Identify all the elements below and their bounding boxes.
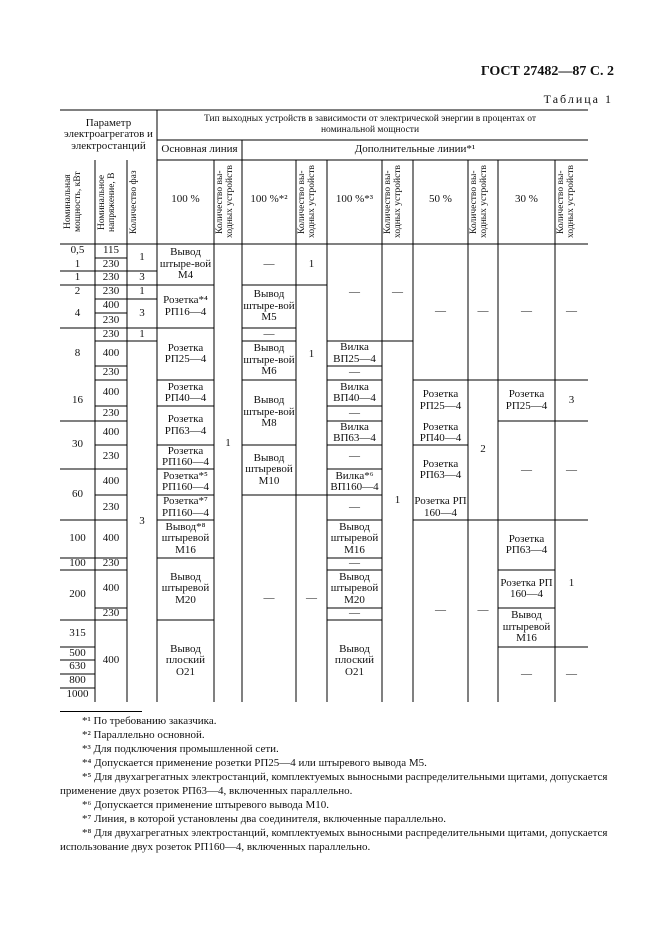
c50-qty-cell: — (477, 604, 489, 617)
voltage-cell: 230 (102, 327, 120, 340)
c100-3-cell: — (349, 500, 360, 513)
c30-qty-cell: — (566, 463, 577, 476)
power-cell: 16 (72, 393, 83, 406)
power-cell: 8 (74, 347, 81, 360)
footnote: *⁴ Допускается применение розетки РП25—4 или штыревого вывода М5. (82, 757, 427, 769)
pct100-3-qty-header: Количество вы-ходных устройств (383, 165, 403, 239)
phases-cell: 3 (139, 514, 145, 527)
power-cell: 30 (72, 438, 83, 451)
c30-qty-cell: 3 (568, 393, 575, 406)
power-cell: 100 (69, 532, 86, 545)
c100-2-qty-cell: 1 (308, 257, 315, 270)
voltage-cell: 230 (102, 557, 120, 570)
footnote: *⁷ Линия, в которой установлены два соединителя, включенные параллельно. (82, 813, 447, 825)
voltage-cell: 230 (102, 271, 120, 284)
c100-3-cell: Вывод штыревой М16 (330, 520, 379, 556)
voltage-cell: 400 (102, 346, 120, 359)
c100-3-cell: — (349, 406, 360, 419)
power-cell: 315 (69, 626, 86, 639)
phases-cell: 1 (139, 285, 145, 298)
power-cell: 800 (69, 674, 86, 687)
power-cell: 100 (69, 557, 86, 570)
power-col-header: Номинальная мощность, кВт (63, 171, 83, 233)
phases-cell: 3 (139, 306, 145, 319)
power-cell: 60 (72, 487, 83, 500)
c30-qty-cell: — (566, 667, 577, 680)
main-qty-cell: 1 (225, 437, 231, 450)
c100-3-cell: — (349, 366, 360, 379)
main-output-cell: Розетка РП160—4 (161, 444, 210, 468)
voltage-cell: 230 (102, 406, 120, 419)
voltage-cell: 230 (102, 257, 120, 270)
power-cell: 4 (74, 306, 81, 319)
c100-3-cell: Вывод штыревой М20 (330, 570, 379, 606)
c100-3-qty-cell: 1 (394, 494, 401, 507)
pct30-header: 30 % (515, 193, 538, 206)
document-header: ГОСТ 27482—87 С. 2 (480, 64, 614, 79)
c30-cell: — (521, 667, 532, 680)
pct50-qty-header: Количество вы-ходных устройств (469, 165, 489, 239)
c50-cell: Розетка РП 160—4 (414, 495, 467, 519)
footnote: *⁶ Допускается применение штыревого вывода М10. (82, 799, 330, 811)
power-cell: 200 (69, 588, 86, 601)
c30-qty-cell: 1 (568, 576, 575, 589)
main-qty-header: Количество вы-ходных устройств (215, 165, 235, 239)
main-output-cell: Вывод штыревой М20 (161, 570, 210, 606)
voltage-cell: 230 (102, 607, 120, 620)
footnote: *³ Для подключения промышленной сети. (82, 743, 279, 755)
main-output-cell: Вывод*⁸ штыревой М16 (161, 520, 210, 556)
c100-3-cell: Вилка ВП63—4 (333, 420, 376, 444)
c100-3-cell: Вывод плоский О21 (334, 642, 375, 678)
c100-2-cell: Вывод штыре-вой М8 (243, 394, 295, 430)
c100-2-cell: Вывод штыре-вой М5 (243, 288, 295, 324)
c100-3-cell: — (349, 607, 360, 620)
c100-3-cell: — (349, 450, 360, 463)
pct100-2-qty-header: Количество вы-ходных устройств (297, 165, 317, 239)
voltage-cell: 230 (102, 313, 120, 326)
voltage-cell: 230 (102, 366, 120, 379)
footnote: *² Параллельно основной. (82, 729, 205, 741)
c30-cell: Розетка РП25—4 (505, 388, 548, 412)
voltage-cell: 400 (102, 654, 120, 667)
c50-cell: — (435, 305, 446, 318)
power-cell: 1000 (66, 688, 89, 701)
c30-qty-cell: — (566, 305, 577, 318)
main-output-cell: Розетка РП25—4 (164, 341, 207, 365)
c100-2-qty-cell: — (306, 591, 317, 604)
voltage-cell: 400 (102, 426, 120, 439)
c50-cell: Розетка РП25—4 (419, 388, 462, 412)
power-cell: 1 (74, 257, 81, 270)
main-output-cell: Розетка РП63—4 (164, 413, 207, 437)
c100-2-cell: — (263, 327, 275, 340)
c100-3-cell: Вилка ВП40—4 (333, 380, 376, 404)
table-label: Таблица 1 (543, 92, 613, 106)
c50-qty-cell: 2 (480, 443, 486, 456)
main-output-cell: Вывод плоский О21 (165, 642, 206, 678)
c100-2-cell: Вывод штыре-вой М6 (243, 342, 295, 378)
power-cell: 2 (74, 285, 81, 298)
footnote: *¹ По требованию заказчика. (82, 715, 217, 727)
c100-2-cell: — (263, 591, 275, 604)
main-output-cell: Вывод штыре-вой М4 (159, 246, 212, 282)
c50-cell: Розетка РП63—4 (419, 457, 462, 481)
c30-cell: Розетка РП 160—4 (500, 576, 553, 600)
main-output-cell: Розетка*⁴ РП16—4 (163, 294, 208, 318)
power-cell: 1 (74, 271, 81, 284)
c100-2-cell: Вывод штыревой М10 (245, 451, 293, 487)
footnotes (60, 714, 620, 854)
voltage-cell: 400 (102, 299, 120, 312)
main-output-cell: Розетка РП40—4 (164, 380, 207, 404)
voltage-col-header: Номинальное напряжение, В (97, 172, 117, 232)
voltage-cell: 230 (102, 450, 120, 463)
pct100-3-header: 100 %*³ (335, 193, 374, 206)
voltage-cell: 400 (102, 532, 120, 545)
c100-3-qty-cell: — (392, 285, 403, 298)
c100-3-cell: — (349, 557, 360, 570)
c30-cell: Вывод штыревой М16 (502, 609, 551, 645)
pct100-2-header: 100 %*² (250, 193, 288, 206)
main-pct-header: 100 % (171, 193, 200, 206)
c30-cell: — (521, 305, 532, 318)
c100-3-cell: Вилка ВП25—4 (333, 341, 376, 365)
voltage-cell: 230 (102, 500, 120, 513)
main-line-header: Основная линия (161, 143, 238, 156)
power-cell: 0,5 (70, 244, 85, 257)
phases-col-header: Количество фаз (129, 170, 139, 234)
c100-3-cell: Вилка*⁶ ВП160—4 (330, 469, 379, 493)
c100-3-cell: — (349, 285, 360, 298)
c100-2-cell: — (263, 257, 275, 270)
phases-cell: 1 (139, 250, 145, 263)
main-output-cell: Розетка*⁷ РП160—4 (161, 495, 210, 519)
pct50-header: 50 % (429, 193, 452, 206)
main-output-cell: Розетка*⁵ РП160—4 (161, 469, 210, 493)
power-cell: 500 (69, 646, 86, 659)
c50-cell: — (435, 604, 446, 617)
voltage-cell: 400 (102, 582, 120, 595)
c50-qty-cell: — (477, 305, 489, 318)
c30-cell: — (521, 463, 532, 476)
footnote: *⁸ Для двухагрегатных электростанций, комплектуемых выносными распределительными щитами, допускается использование двух розеток РП160—4, включенных параллельно. (60, 827, 608, 853)
phases-cell: 1 (139, 327, 145, 340)
param-header: Параметр электроагрегатов и электростанций (64, 116, 153, 152)
c30-cell: Розетка РП63—4 (505, 532, 548, 556)
pct30-qty-header: Количество вы-ходных устройств (556, 165, 576, 239)
type-header: Тип выходных устройств в зависимости от электрической энергии в процентах от номинальной мощности (203, 114, 537, 135)
footnote: *⁵ Для двухагрегатных электростанций, комплектуемых выносными распределительными щитами, допускается применение двух розеток РП63—4, включенных параллельно. (60, 771, 608, 797)
c50-cell: Розетка РП40—4 (419, 420, 462, 444)
power-cell: 630 (69, 660, 86, 673)
voltage-cell: 400 (102, 386, 120, 399)
footnote-separator (60, 711, 142, 712)
voltage-cell: 400 (102, 475, 120, 488)
c100-2-qty-cell: 1 (308, 348, 315, 361)
extra-lines-header: Дополнительные линии*¹ (354, 143, 476, 156)
voltage-cell: 115 (102, 244, 120, 257)
voltage-cell: 230 (102, 285, 120, 298)
phases-cell: 3 (139, 271, 145, 284)
